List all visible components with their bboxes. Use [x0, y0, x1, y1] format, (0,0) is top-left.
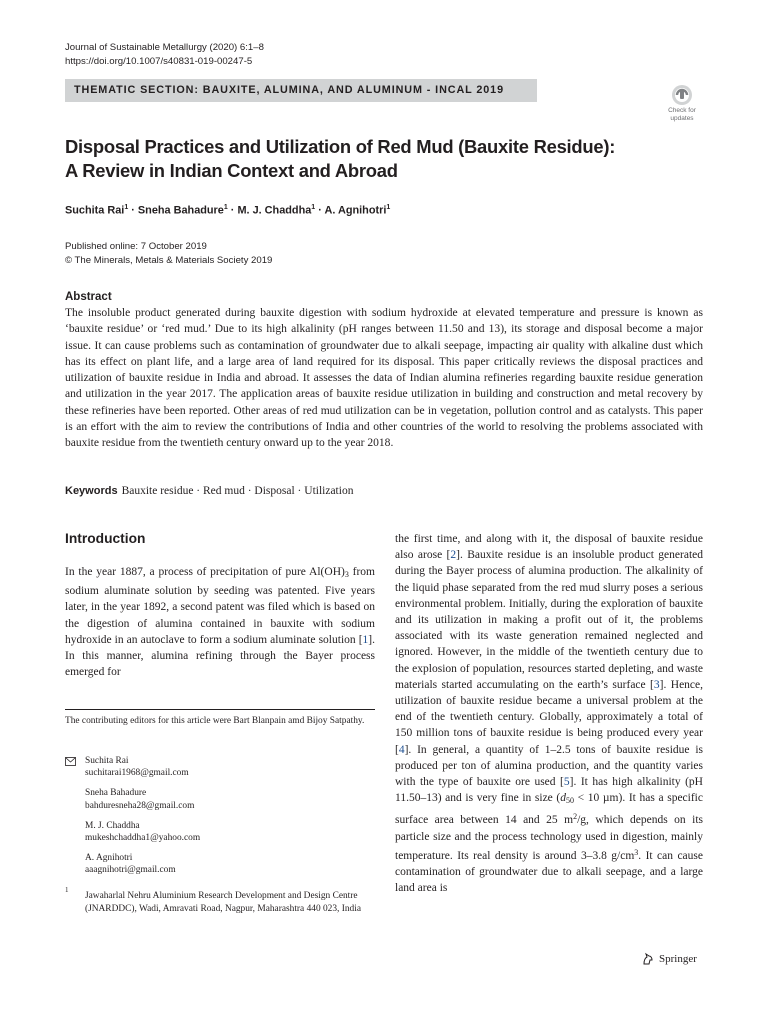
author-name[interactable]: Suchita Rai: [65, 204, 125, 217]
author-separator: ·: [227, 204, 238, 217]
author-name[interactable]: M. J. Chaddha: [237, 204, 312, 217]
contact-email[interactable]: suchitarai1968@gmail.com: [85, 768, 189, 779]
springer-horse-icon: [641, 952, 655, 966]
author-affiliation: 1: [223, 204, 228, 211]
affiliation-number: 1: [65, 886, 69, 894]
author-separator: ·: [315, 204, 325, 217]
contact-entry: [85, 820, 200, 845]
citation-link[interactable]: 1: [362, 633, 369, 646]
keywords-list: Bauxite residue · Red mud · Disposal · Utilization: [121, 485, 354, 497]
contact-entry: [85, 755, 200, 780]
citation-link[interactable]: 5: [563, 776, 570, 789]
author-contacts: [85, 755, 200, 884]
journal-citation: [65, 41, 264, 69]
keywords-label: Keywords: [65, 485, 118, 497]
intro-left-column: In the year 1887, a process of precipitation of pure $Al(OH)_3$ from sodium aluminate solution by seeding was patented. Five years later, in the year 1892, a second patent was filed which is based on the digestion of alumina contained in bauxite with sodium hydroxide in an autoclave to form a sodium aluminate solution [1]. In this manner, alumina refining through the Bayer process emerged for: [65, 566, 375, 679]
introduction-heading: Introduction: [65, 531, 146, 546]
keywords-line: [65, 485, 353, 497]
author-affiliation: 1: [311, 204, 316, 211]
contact-entry: [85, 787, 200, 812]
author-list: [65, 204, 390, 217]
publication-info: [65, 240, 272, 268]
copyright-notice: © The Minerals, Metals & Materials Society 2019: [65, 255, 273, 266]
affiliation-text: Jawaharlal Nehru Aluminium Research Development and Design Centre (JNARDDC), Wadi, Amravati Road, Nagpur, Maharashtra 440 023, India: [85, 891, 361, 914]
contact-entry: [85, 852, 200, 877]
author-affiliation: 1: [386, 204, 391, 211]
contact-email[interactable]: bahduresneha28@gmail.com: [85, 800, 195, 811]
contact-name: A. Agnihotri: [85, 852, 133, 863]
publisher-name: Springer: [659, 953, 697, 965]
contact-email[interactable]: aaagnihotri@gmail.com: [85, 865, 176, 876]
abstract-text: The insoluble product generated during bauxite digestion with sodium hydroxide at elevated temperature and pressure is known as ‘bauxite residue’ or ‘red mud.’ Due to its high alkalinity (pH ranges between 11.50 and 13), its storage and disposal become a major issue. It can cause problems such as contamination of groundwater due to alkali seepage, impacting air quality with alkaline dust which has its effect on plant life, and a large area of land required for its disposal. This paper critically reviews the disposal practices and utilization of bauxite residue in India and abroad. It assesses the data of Indian alumina refineries regarding bauxite residue generation and utilization in the year 2017. The application areas of bauxite residue utilization in building and construction and metal recovery by these refineries have been reported. Other areas of red mud utilization can be in vegetation, pollution control and as catalysts. This paper is an effort with the aim to review the contributions of India and other countries of the world to resolving the problems associated with bauxite residue from the twentieth century onward up to the year 2018.: [65, 307, 703, 450]
badge-line-2: updates: [670, 115, 694, 122]
abstract-heading: Abstract: [65, 291, 112, 303]
contact-name: Suchita Rai: [85, 756, 129, 766]
contact-name: Sneha Bahadure: [85, 788, 147, 799]
article-title: [65, 135, 625, 183]
doi-link[interactable]: https://doi.org/10.1007/s40831-019-00247-5: [65, 56, 253, 67]
intro-right-column: the first time, and along with it, the disposal of bauxite residue also arose [2]. Bauxite residue is an insoluble product generated during the Bayer process of alumina production. The alkalinity of the liquid phase separated from the red mud slurry poses a serious environmental problem. Initially, during the exploration of bauxite and its utilization in making a profit out of it, the problems associated with its waste generation remained neglected and ignored. However, in the middle of the twentieth century due to the explosion of population, resources started depleting, and waste materials started accumulating on the earth’s surface [3]. Hence, utilization of bauxite residue became a universal problem at the end of the twentieth century. Globally, approximately a total of 150 million tons of bauxite residue is being produced every year [4]. In general, a quantity of 1–2.5 tons of bauxite residue is produced per ton of alumina production, and the quantity varies with the type of bauxite ore used [5]. It has high alkalinity (pH 11.50–13) and is very fine in size ($d_{50} < 10$ µm). It has a specific surface area between 14 and 25 $m^2/g$, which depends on its particle size and the process technology used in digestion, mainly temperature. Its real density is around 3–3.8 $g/cm^3$. It can cause contamination of groundwater due to alkali seepage, and a large land area is: [395, 533, 704, 895]
check-updates-icon: [671, 84, 693, 106]
check-for-updates-badge[interactable]: [662, 84, 702, 124]
author-name[interactable]: A. Agnihotri: [324, 204, 387, 217]
springer-logo: [641, 952, 697, 966]
thematic-section-band: [65, 79, 537, 102]
contact-name: M. J. Chaddha: [85, 820, 140, 831]
citation-link[interactable]: 2: [450, 549, 457, 562]
title-line-2: A Review in Indian Context and Abroad: [65, 160, 398, 181]
footnote-divider: [65, 709, 375, 710]
editors-footnote: The contributing editors for this article were Bart Blanpain amd Bijoy Satpathy.: [65, 716, 365, 726]
author-affiliation: 1: [124, 204, 129, 211]
journal-line: Journal of Sustainable Metallurgy (2020) 6:1–8: [65, 42, 264, 53]
thematic-section-label: THEMATIC SECTION: BAUXITE, ALUMINA, AND ALUMINUM - INCAL 2019: [74, 84, 504, 96]
title-line-1: Disposal Practices and Utilization of Red Mud (Bauxite Residue):: [65, 136, 616, 157]
envelope-icon: [65, 757, 76, 766]
citation-link[interactable]: 4: [398, 743, 405, 756]
contact-email[interactable]: mukeshchaddha1@yahoo.com: [85, 833, 201, 844]
author-separator: ·: [128, 204, 138, 217]
published-date: Published online: 7 October 2019: [65, 241, 207, 252]
author-name[interactable]: Sneha Bahadure: [137, 204, 224, 217]
citation-link[interactable]: 3: [653, 678, 660, 691]
badge-line-1: Check for: [668, 107, 696, 114]
